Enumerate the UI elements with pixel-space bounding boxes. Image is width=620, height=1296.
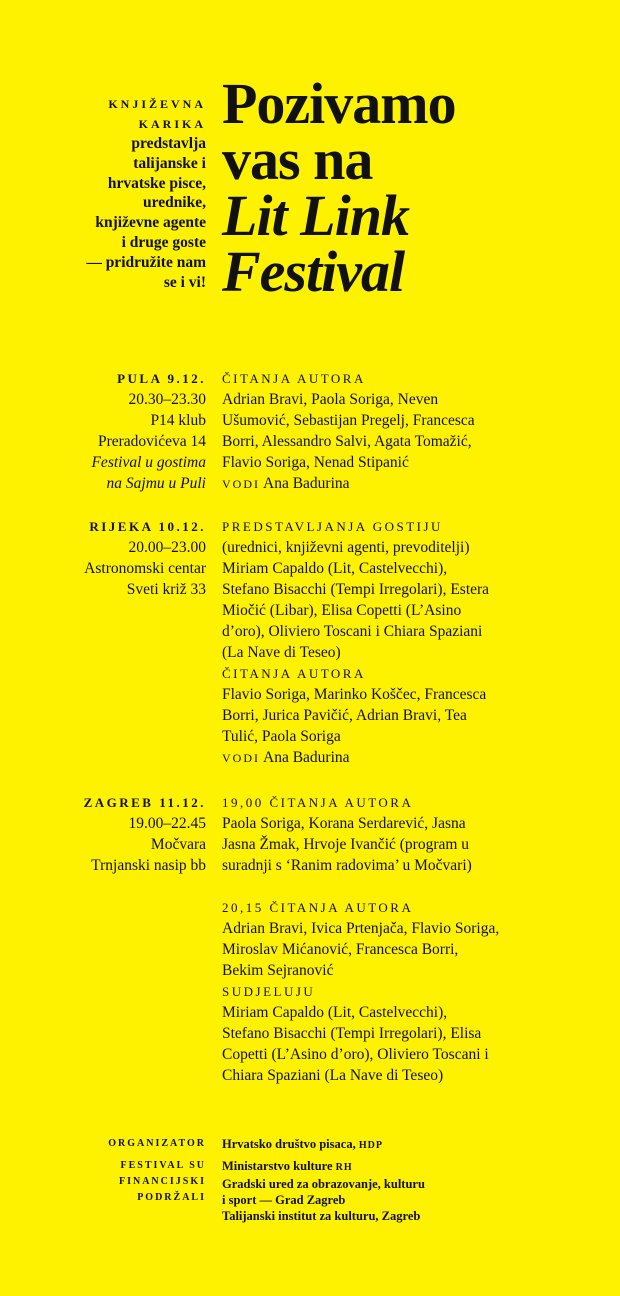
intro-line: talijanske i [133,154,206,172]
host-name: Ana Badurina [260,475,350,492]
program-line: (urednici, književni agenti, prevoditelji) [222,539,470,556]
program-line: Flavio Soriga, Marinko Koščec, Francesca [222,686,487,703]
program-host [222,473,562,495]
program-line: suradnji s ‘Ranim radovima’ u Močvari) [222,857,472,874]
intro-line: književne agente [95,214,206,232]
event-time: 20.30–23.30 [128,391,206,408]
intro-line: i druge goste [121,233,206,251]
event-city: ZAGREB 11.12. [83,795,206,810]
event-venue: P14 klub [150,412,206,429]
event-city: RIJEKA 10.12. [89,519,206,534]
headline [222,71,456,304]
program-line: Miriam Capaldo (Lit, Castelvecchi), [222,1004,448,1021]
intro-line: hrvatske pisce, [107,174,206,192]
event-venue: Močvara [150,836,206,853]
support-label-line: PODRŽALI [137,1192,206,1203]
support-label [6,1158,206,1206]
program-line: Borri, Alessandro Salvi, Agata Tomažić, [222,433,472,450]
host-label: VODI [222,477,260,491]
event-note: na Sajmu u Puli [106,475,206,492]
supporter-text: Ministarstvo kulture [222,1159,336,1173]
event-rijeka-details [6,516,206,600]
supporter: Gradski ured za obrazovanje, kulturu [222,1177,425,1191]
intro-line: predstavlja [131,135,206,152]
headline-line-3: Lit Link [222,183,409,248]
organizer-name [222,1136,602,1154]
program-heading: 20,15 ČITANJA AUTORA [222,900,414,915]
intro-line: — pridružite nam [86,253,206,271]
event-zagreb-program [222,792,562,1086]
program-line: (La Nave di Teseo) [222,644,341,661]
support-list [222,1158,602,1224]
supporter [222,1158,602,1176]
program-line: Bekim Sejranović [222,962,334,979]
support-label-line: FINANCIJSKI [118,1176,206,1187]
headline-line-4: Festival [222,239,405,304]
event-pula-details [6,368,206,494]
program-line: Tulić, Paola Soriga [222,728,341,745]
brand-line-2: KARIKA [138,117,206,131]
event-city: PULA 9.12. [117,371,206,386]
program-line: Stefano Bisacchi (Tempi Irregolari), Estera [222,581,490,598]
program-heading: PREDSTAVLJANJA GOSTIJU [222,519,443,534]
event-time: 20.00–23.00 [128,539,206,556]
event-address: Sveti križ 33 [126,581,206,598]
program-line: Chiara Spaziani (La Nave di Teseo) [222,1067,444,1084]
program-heading: 19,00 ČITANJA AUTORA [222,795,414,810]
headline-line-2: vas na [222,127,373,192]
host-label: VODI [222,751,260,765]
program-heading: SUDJELUJU [222,984,316,999]
event-note: Festival u gostima [91,454,206,471]
program-heading: ČITANJA AUTORA [222,371,366,386]
program-line: Miočić (Libar), Elisa Copetti (L’Asino [222,602,462,619]
event-address: Preradovićeva 14 [97,433,206,450]
host-name: Ana Badurina [260,749,350,766]
program-line: Jasna Žmak, Hrvoje Ivančić (program u [222,836,470,853]
event-zagreb-details [6,792,206,876]
program-host [222,747,562,769]
event-time: 19.00–22.45 [128,815,206,832]
event-rijeka-program [222,516,562,769]
spacer [222,876,562,897]
program-line: Miriam Capaldo (Lit, Castelvecchi), [222,560,448,577]
program-line: Ušumović, Sebastijan Pregelj, Francesca [222,412,475,429]
program-heading: ČITANJA AUTORA [222,666,366,681]
supporter: Talijanski institut za kulturu, Zagreb [222,1209,421,1223]
event-pula-program [222,368,562,495]
program-line: Flavio Soriga, Nenad Stipanić [222,454,409,471]
supporter-abbr: RH [335,1162,353,1173]
program-line: Adrian Bravi, Paola Soriga, Neven [222,391,439,408]
event-address: Trnjanski nasip bb [91,857,206,874]
event-venue: Astronomski centar [84,560,206,577]
program-line: Paola Soriga, Korana Serdarević, Jasna [222,815,466,832]
organizer-text: Hrvatsko društvo pisaca, [222,1137,359,1151]
program-line: Borri, Jurica Pavičić, Adrian Bravi, Tea [222,707,467,724]
program-line: Stefano Bisacchi (Tempi Irregolari), Elisa [222,1025,482,1042]
supporter: i sport — Grad Zagreb [222,1193,346,1207]
brand-line-1: KNJIŽEVNA [108,97,206,111]
program-line: d’oro), Oliviero Toscani i Chiara Spaziani [222,623,483,640]
support-label-line: FESTIVAL SU [120,1160,206,1171]
organizer-label: ORGANIZATOR [108,1138,206,1149]
program-line: Miroslav Mićanović, Francesca Borri, [222,941,459,958]
intro-text [6,94,206,292]
organizer-abbr: HDP [358,1140,383,1151]
intro-line: se i vi! [163,273,206,291]
headline-line-1: Pozivamo [222,71,456,136]
program-line: Adrian Bravi, Ivica Prtenjača, Flavio Soriga, [222,920,500,937]
intro-line: urednike, [142,194,206,212]
program-line: Copetti (L’Asino d’oro), Oliviero Toscani i [222,1046,489,1063]
